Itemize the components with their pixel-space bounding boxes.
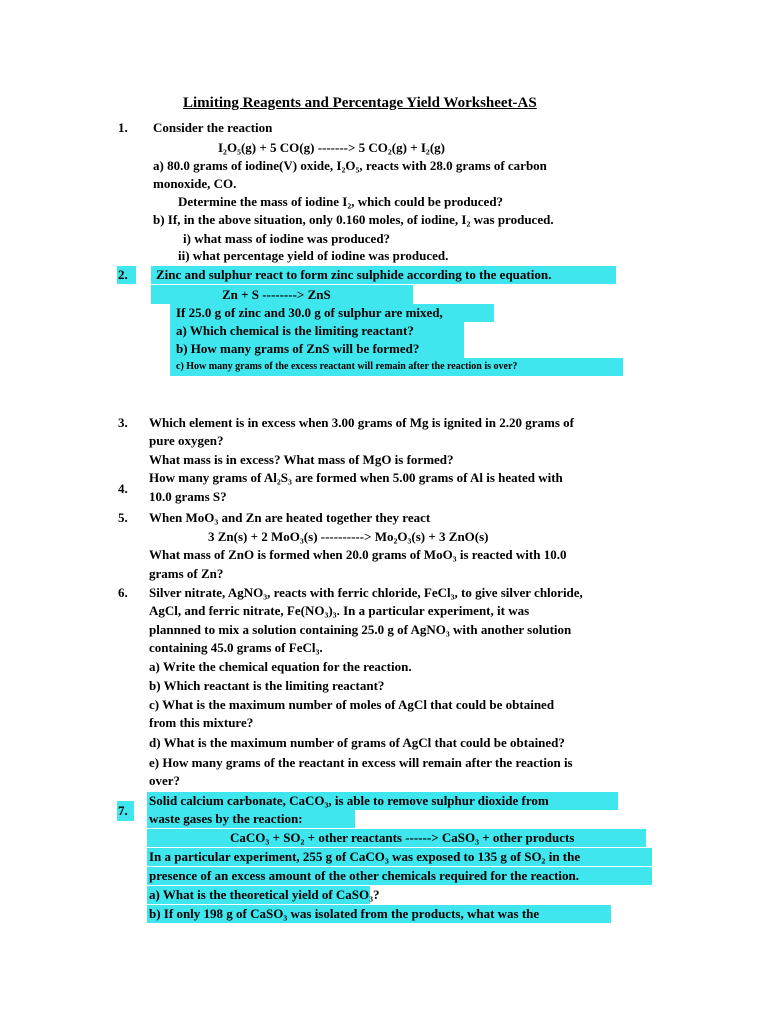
q7-line3: In a particular experiment, 255 g of CaCO₃ was exposed to 135 g of SO₂ in the: [149, 849, 581, 864]
q6-number: 6.: [118, 585, 128, 600]
q1-part-a-line3: Determine the mass of iodine I₂, which could be produced?: [178, 194, 504, 209]
q6-part-a: a) Write the chemical equation for the reaction.: [149, 659, 412, 674]
q7-part-a: a) What is the theoretical yield of CaSO₃?: [149, 887, 380, 902]
q7-line4: presence of an excess amount of the other chemicals required for the reaction.: [149, 868, 580, 883]
q6-line2: AgCl, and ferric nitrate, Fe(NO₃)₃. In a particular experiment, it was: [149, 603, 530, 618]
q5-line3: grams of Zn?: [149, 566, 224, 581]
q1-part-b-i: i) what mass of iodine was produced?: [183, 231, 391, 246]
q6-part-c-line2: from this mixture?: [149, 715, 254, 730]
q2-number: 2.: [118, 267, 128, 282]
q5-equation: 3 Zn(s) + 2 MoO₃(s) ----------> Mo₂O₃(s) + 3 ZnO(s): [208, 529, 489, 544]
q7-line2: waste gases by the reaction:: [149, 811, 303, 826]
q5-number: 5.: [118, 510, 128, 525]
q3-line2: pure oxygen?: [149, 433, 224, 448]
page-title: Limiting Reagents and Percentage Yield Worksheet-AS: [183, 95, 537, 111]
q1-part-a-line2: monoxide, CO.: [153, 176, 237, 191]
q7-number: 7.: [118, 803, 128, 818]
q6-part-d: d) What is the maximum number of grams of AgCl that could be obtained?: [149, 735, 565, 750]
q6-line1: Silver nitrate, AgNO₃, reacts with ferric chloride, FeCl₃, to give silver chloride,: [149, 585, 583, 600]
q7-part-b: b) If only 198 g of CaSO₃ was isolated from the products, what was the: [149, 906, 540, 921]
q4-number: 4.: [118, 481, 128, 496]
q6-part-e-line1: e) How many grams of the reactant in excess will remain after the reaction is: [149, 755, 573, 770]
q1-part-b-ii: ii) what percentage yield of iodine was produced.: [178, 248, 449, 263]
q1-part-a-line1: a) 80.0 grams of iodine(V) oxide, I₂O₅, reacts with 28.0 grams of carbon: [153, 158, 547, 173]
q4-line1: How many grams of Al₂S₃ are formed when 5.00 grams of Al is heated with: [149, 470, 563, 485]
q6-part-c-line1: c) What is the maximum number of moles of AgCl that could be obtained: [149, 697, 555, 712]
q6-line4: containing 45.0 grams of FeCl₃.: [149, 640, 323, 655]
q3-number: 3.: [118, 415, 128, 430]
q4-line2: 10.0 grams S?: [149, 489, 227, 504]
q6-line3: plannned to mix a solution containing 25.0 g of AgNO₃ with another solution: [149, 622, 572, 637]
q1-intro: Consider the reaction: [153, 120, 273, 135]
q2-part-a: a) Which chemical is the limiting reactant?: [176, 323, 414, 338]
q2-part-c: c) How many grams of the excess reactant will remain after the reaction is over?: [176, 361, 518, 372]
q2-equation: Zn + S --------> ZnS: [222, 287, 331, 302]
q1-equation: I₂O₅(g) + 5 CO(g) -------> 5 CO₂(g) + I₂(g): [218, 140, 445, 155]
q2-intro: Zinc and sulphur react to form zinc sulphide according to the equation.: [156, 267, 552, 282]
q1-number: 1.: [118, 120, 128, 135]
q2-line1: If 25.0 g of zinc and 30.0 g of sulphur are mixed,: [176, 305, 443, 320]
q6-part-b: b) Which reactant is the limiting reactant?: [149, 678, 385, 693]
q7-line1: Solid calcium carbonate, CaCO₃, is able to remove sulphur dioxide from: [149, 793, 549, 808]
q1-part-b-line1: b) If, in the above situation, only 0.160 moles, of iodine, I₂ was produced.: [153, 212, 554, 227]
q2-part-b: b) How many grams of ZnS will be formed?: [176, 341, 420, 356]
q3-line1: Which element is in excess when 3.00 grams of Mg is ignited in 2.20 grams of: [149, 415, 575, 430]
q5-line2: What mass of ZnO is formed when 20.0 grams of MoO₃ is reacted with 10.0: [149, 547, 567, 562]
q6-part-e-line2: over?: [149, 773, 181, 788]
q3-line3: What mass is in excess? What mass of MgO is formed?: [149, 452, 454, 467]
q5-line1: When MoO₃ and Zn are heated together they react: [149, 510, 431, 525]
q7-equation: CaCO₃ + SO₂ + other reactants ------> CaSO₃ + other products: [230, 830, 575, 845]
